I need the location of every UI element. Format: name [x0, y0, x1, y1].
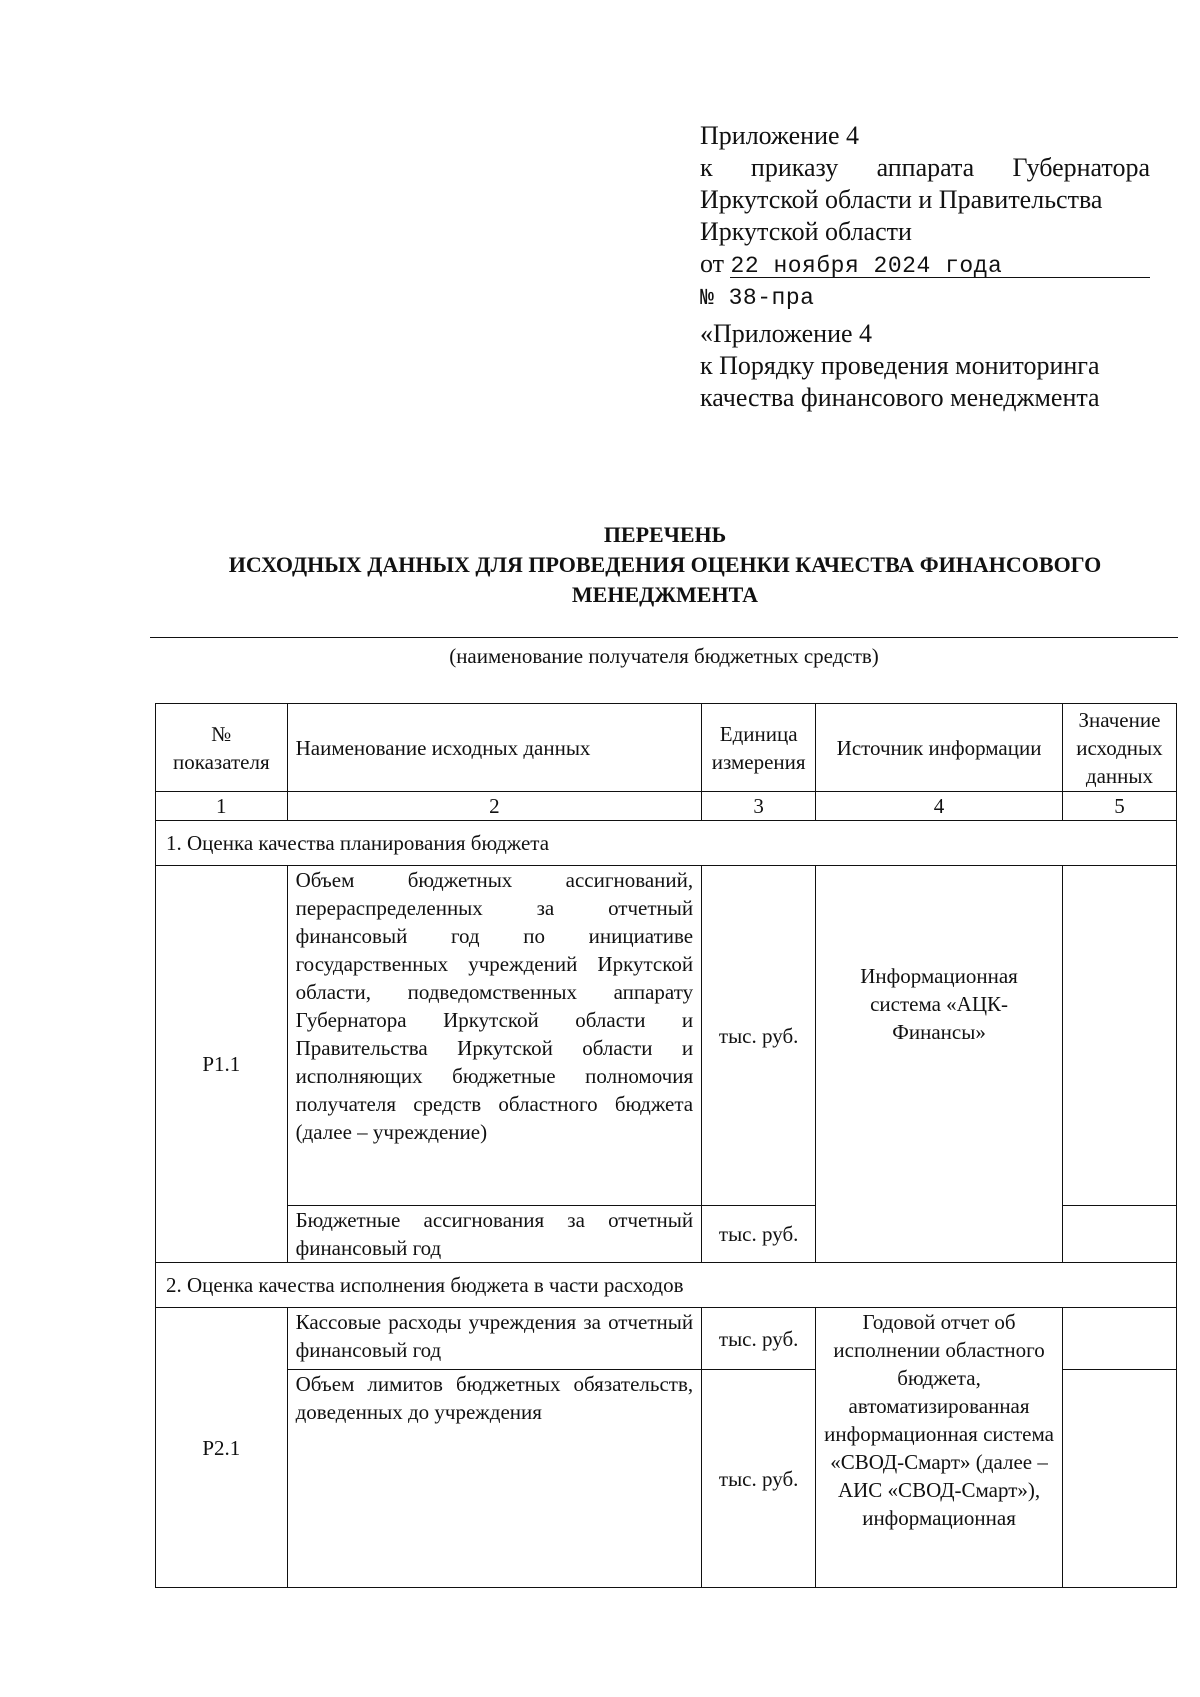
appendix-line-4: Иркутской области	[700, 217, 912, 246]
date-prefix: от	[700, 249, 725, 278]
column-number-1: 1	[156, 792, 288, 821]
title-line-1: ПЕРЕЧЕНЬ	[603, 522, 727, 547]
column-number-5: 5	[1062, 792, 1176, 821]
indicator-code-p2-1: P2.1	[156, 1308, 288, 1588]
appendix-quote-line-3: качества финансового менеджмента	[700, 383, 1100, 412]
appendix-quote-line-1: «Приложение 4	[700, 319, 873, 348]
column-numbers-row	[156, 792, 1177, 821]
p2-1-unit-1: тыс. руб.	[702, 1308, 816, 1370]
appendix-date-row	[700, 248, 1150, 282]
column-number-4: 4	[816, 792, 1063, 821]
recipient-caption: (наименование получателя бюджетных средств)	[449, 644, 879, 668]
table-header-row	[156, 704, 1177, 792]
p1-1-value-2	[1062, 1206, 1176, 1263]
appendix-header	[700, 120, 1150, 314]
order-number: № 38-пра	[700, 285, 815, 311]
header-indicator-number: № показателя	[156, 704, 288, 792]
indicator-code-p1-1: P1.1	[156, 866, 288, 1263]
p1-1-unit-2: тыс. руб.	[702, 1206, 816, 1263]
appendix-line-2: к приказу аппарата Губернатора	[700, 153, 1150, 182]
date-underline	[730, 277, 1150, 278]
source-data-table	[155, 703, 1177, 1588]
appendix-quote-line-2: к Порядку проведения мониторинга	[700, 351, 1100, 380]
p1-1-value-1	[1062, 866, 1176, 1206]
header-value: Значение исходных данных	[1062, 704, 1176, 792]
p2-1-value-1	[1062, 1308, 1176, 1370]
p1-1-source: Информационная система «АЦК-Финансы»	[816, 866, 1063, 1263]
title-line-3: МЕНЕДЖМЕНТА	[571, 582, 759, 607]
p2-1-value-2	[1062, 1370, 1176, 1588]
section-title-2: 2. Оценка качества исполнения бюджета в части расходов	[156, 1263, 1177, 1308]
p1-1-data-name-1: Объем бюджетных ассигнований, перераспределенных за отчетный финансовый год по инициативе государственных учреждений Иркутской области, подведомственных аппарату Губернатора Иркутской области и Правительства Иркутской области и исполняющих бюджетные полномочия получателя средств областного бюджета (далее – учреждение)	[287, 866, 702, 1206]
header-unit: Единица измерения	[702, 704, 816, 792]
section-row	[156, 821, 1177, 866]
p1-1-data-name-2: Бюджетные ассигнования за отчетный финансовый год	[287, 1206, 702, 1263]
table-row	[156, 1308, 1177, 1370]
recipient-name-line	[150, 637, 1178, 638]
p2-1-source: Годовой отчет об исполнении областного бюджета, автоматизированная информационная система «СВОД-Смарт» (далее – АИС «СВОД-Смарт»), информационная	[816, 1308, 1063, 1588]
column-number-2: 2	[287, 792, 702, 821]
appendix-quote	[700, 318, 1150, 414]
title-line-2: ИСХОДНЫХ ДАННЫХ ДЛЯ ПРОВЕДЕНИЯ ОЦЕНКИ КАЧЕСТВА ФИНАНСОВОГО	[228, 552, 1102, 577]
appendix-line-3: Иркутской области и Правительства	[700, 185, 1103, 214]
section-title-1: 1. Оценка качества планирования бюджета	[156, 821, 1177, 866]
p2-1-data-name-2: Объем лимитов бюджетных обязательств, доведенных до учреждения	[287, 1370, 702, 1588]
p2-1-data-name-1: Кассовые расходы учреждения за отчетный финансовый год	[287, 1308, 702, 1370]
section-row	[156, 1263, 1177, 1308]
table-row	[156, 866, 1177, 1206]
appendix-line-1: Приложение 4	[700, 121, 860, 150]
p2-1-unit-2: тыс. руб.	[702, 1370, 816, 1588]
p1-1-unit-1: тыс. руб.	[702, 866, 816, 1206]
date-value: 22 ноября 2024 года	[730, 253, 1003, 279]
header-data-name: Наименование исходных данных	[287, 704, 702, 792]
document-title	[150, 520, 1180, 610]
header-source: Источник информации	[816, 704, 1063, 792]
column-number-3: 3	[702, 792, 816, 821]
